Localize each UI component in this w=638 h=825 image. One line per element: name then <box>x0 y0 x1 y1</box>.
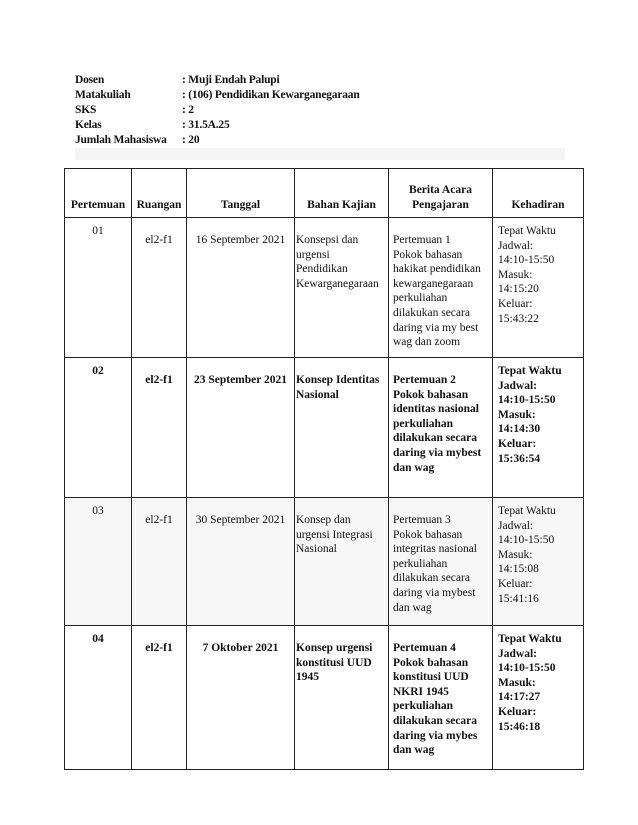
table-row <box>65 358 584 498</box>
cell-pertemuan: 03 <box>65 498 132 626</box>
cell-kehadiran-line: 14:15:20 <box>498 283 539 296</box>
cell-bahan-kajian-line: Nasional <box>296 543 337 556</box>
cell-berita-acara-line: daring via mybest <box>393 586 476 599</box>
cell-berita-acara-line: identitas nasional <box>393 403 479 416</box>
cell-berita-acara-line: Pertemuan 1 <box>393 234 451 246</box>
cell-kehadiran-line: 14:17:27 <box>498 691 541 704</box>
cell-berita-acara-line: konstitusi UUD <box>393 671 469 684</box>
info-label: Kelas <box>75 119 102 131</box>
cell-bahan-kajian-line: konstitusi UUD <box>296 656 372 669</box>
cell-berita-acara-line: Pokok bahasan <box>393 656 469 669</box>
info-row-kelas <box>75 118 360 133</box>
table-header-row <box>65 169 584 218</box>
cell-berita-acara <box>389 498 493 626</box>
cell-berita-acara <box>389 626 493 770</box>
cell-berita-acara-line: dilakukan secara <box>393 306 470 319</box>
table-row <box>65 218 584 358</box>
cell-kehadiran-line: 14:10-15:50 <box>498 254 555 267</box>
cell-kehadiran-line: 15:46:18 <box>498 720 541 733</box>
header-divider-band <box>75 148 565 160</box>
cell-tanggal: 30 September 2021 <box>187 498 295 626</box>
cell-kehadiran-line: Tepat Waktu <box>498 225 556 237</box>
cell-berita-acara-line: daring via mybes <box>393 729 478 742</box>
cell-bahan-kajian-line: urgensi <box>296 248 330 261</box>
col-header-ruangan: Ruangan <box>132 169 187 218</box>
cell-ruangan: el2-f1 <box>132 218 187 358</box>
info-value: : 31.5A.25 <box>182 119 230 131</box>
cell-tanggal: 7 Oktober 2021 <box>187 626 295 770</box>
info-row-matakuliah <box>75 88 360 103</box>
cell-kehadiran-line: 15:43:22 <box>498 312 539 325</box>
cell-bahan-kajian-line: Kewarganegaraan <box>296 277 379 290</box>
cell-kehadiran-line: 15:41:16 <box>498 592 539 605</box>
cell-kehadiran-line: 14:10-15:50 <box>498 662 556 675</box>
cell-berita-acara-line: daring via mybest <box>393 446 482 459</box>
cell-berita-acara-line: dilakukan secara <box>393 432 478 445</box>
info-row-sks <box>75 103 360 118</box>
cell-bahan-kajian-line: 1945 <box>296 671 319 684</box>
cell-kehadiran-line: Tepat Waktu <box>498 365 562 377</box>
cell-bahan-kajian <box>295 358 389 498</box>
col-header-bahan-kajian: Bahan Kajian <box>295 169 389 218</box>
cell-pertemuan: 04 <box>65 626 132 770</box>
cell-berita-acara-line: daring via my best <box>393 321 479 334</box>
cell-berita-acara-line: wag dan zoom <box>393 336 461 349</box>
cell-pertemuan: 02 <box>65 358 132 498</box>
info-row-dosen <box>75 73 360 88</box>
cell-kehadiran-line: Keluar: <box>498 297 533 310</box>
cell-kehadiran-line: Masuk: <box>498 676 536 689</box>
course-info-header <box>75 73 360 148</box>
cell-berita-acara-line: Pertemuan 4 <box>393 642 456 654</box>
cell-bahan-kajian <box>295 218 389 358</box>
cell-kehadiran-line: 14:10-15:50 <box>498 534 555 547</box>
info-label: Matakuliah <box>75 89 131 101</box>
cell-bahan-kajian-line: Konsepsi dan <box>296 234 359 246</box>
cell-bahan-kajian-line: Pendidikan <box>296 263 348 276</box>
cell-kehadiran-line: Jadwal: <box>498 647 537 660</box>
info-value: : (106) Pendidikan Kewarganegaraan <box>182 89 360 101</box>
cell-kehadiran-line: Keluar: <box>498 437 537 450</box>
cell-bahan-kajian-line: urgensi Integrasi <box>296 528 373 541</box>
cell-ruangan: el2-f1 <box>132 498 187 626</box>
cell-bahan-kajian-line: Nasional <box>296 388 339 401</box>
cell-kehadiran-line: Masuk: <box>498 548 533 561</box>
attendance-table <box>64 168 584 770</box>
cell-bahan-kajian-line: Konsep dan <box>296 514 351 526</box>
cell-bahan-kajian-line: Konsep urgensi <box>296 642 373 654</box>
cell-kehadiran-line: Jadwal: <box>498 239 534 252</box>
cell-kehadiran-line: 14:14:30 <box>498 423 541 436</box>
cell-berita-acara-line: NKRI 1945 <box>393 685 449 698</box>
cell-kehadiran-line: 14:10-15:50 <box>498 394 556 407</box>
table-row <box>65 626 584 770</box>
col-header-pertemuan: Pertemuan <box>65 169 132 218</box>
cell-berita-acara-line: dan wag <box>393 461 435 474</box>
cell-berita-acara-line: hakikat pendidikan <box>393 263 481 276</box>
info-value: : 2 <box>182 104 194 116</box>
cell-bahan-kajian <box>295 626 389 770</box>
cell-kehadiran-line: Jadwal: <box>498 379 537 392</box>
cell-berita-acara-line: Pokok bahasan <box>393 388 469 401</box>
table-row <box>65 498 584 626</box>
cell-berita-acara-line: perkuliahan <box>393 700 454 713</box>
info-value: : 20 <box>182 134 200 146</box>
cell-kehadiran-line: Jadwal: <box>498 519 534 532</box>
cell-kehadiran-line: Keluar: <box>498 577 533 590</box>
cell-kehadiran <box>493 626 584 770</box>
cell-berita-acara <box>389 358 493 498</box>
col-header-tanggal: Tanggal <box>187 169 295 218</box>
cell-berita-acara-line: dan wag <box>393 601 432 614</box>
berita-header-line-2: Pengajaran <box>412 199 469 211</box>
cell-berita-acara-line: dilakukan secara <box>393 714 478 727</box>
info-row-jumlah-mahasiswa <box>75 133 360 148</box>
cell-kehadiran <box>493 498 584 626</box>
cell-berita-acara-line: integritas nasional <box>393 543 477 556</box>
cell-kehadiran <box>493 358 584 498</box>
cell-pertemuan: 01 <box>65 218 132 358</box>
cell-ruangan: el2-f1 <box>132 358 187 498</box>
cell-kehadiran <box>493 218 584 358</box>
cell-tanggal: 16 September 2021 <box>187 218 295 358</box>
col-header-kehadiran: Kehadiran <box>493 169 584 218</box>
cell-bahan-kajian <box>295 498 389 626</box>
info-label: SKS <box>75 104 97 116</box>
cell-berita-acara-line: dilakukan secara <box>393 572 470 585</box>
info-label: Dosen <box>75 74 105 86</box>
berita-header-line-1: Berita Acara <box>409 184 472 196</box>
cell-berita-acara-line: dan wag <box>393 744 435 757</box>
cell-kehadiran-line: 15:36:54 <box>498 452 541 465</box>
cell-ruangan: el2-f1 <box>132 626 187 770</box>
cell-berita-acara <box>389 218 493 358</box>
cell-berita-acara-line: Pertemuan 2 <box>393 374 456 386</box>
cell-berita-acara-line: perkuliahan <box>393 557 448 570</box>
cell-berita-acara-line: perkuliahan <box>393 417 454 430</box>
cell-kehadiran-line: 14:15:08 <box>498 563 539 576</box>
cell-kehadiran-line: Tepat Waktu <box>498 505 556 517</box>
cell-kehadiran-line: Keluar: <box>498 705 537 718</box>
cell-berita-acara-line: kewarganegaraan <box>393 277 474 290</box>
cell-kehadiran-line: Masuk: <box>498 408 536 421</box>
info-label: Jumlah Mahasiswa <box>75 134 167 146</box>
cell-berita-acara-line: perkuliahan <box>393 292 448 305</box>
cell-berita-acara-line: Pokok bahasan <box>393 248 463 261</box>
cell-kehadiran-line: Masuk: <box>498 268 533 281</box>
col-header-berita-acara <box>389 169 493 218</box>
info-value: : Muji Endah Palupi <box>182 74 280 86</box>
cell-tanggal: 23 September 2021 <box>187 358 295 498</box>
cell-bahan-kajian-line: Konsep Identitas <box>296 374 380 386</box>
cell-berita-acara-line: Pertemuan 3 <box>393 514 451 526</box>
cell-kehadiran-line: Tepat Waktu <box>498 633 562 645</box>
cell-berita-acara-line: Pokok bahasan <box>393 528 463 541</box>
